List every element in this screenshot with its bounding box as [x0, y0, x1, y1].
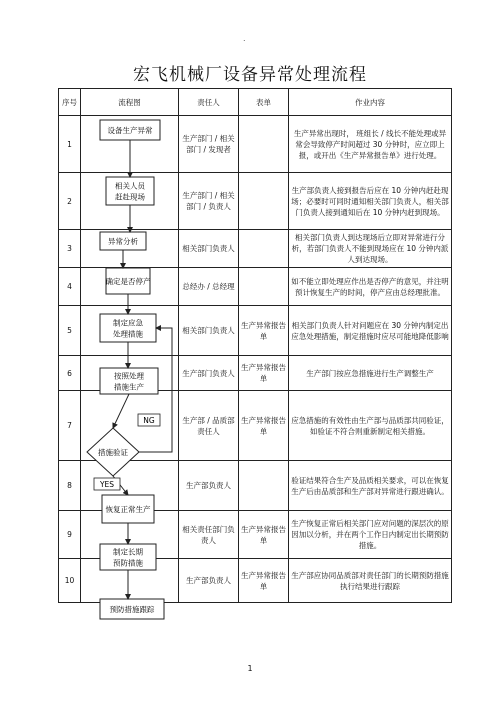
row-number: 7	[59, 391, 81, 461]
content-cell: 相关部门负责人到达现场后立即对异常进行分析，若部门负责人不能到现场应在 10 分钟内派人到达现场。	[289, 230, 452, 268]
content-cell: 应急措施的有效性由生产部与品质部共同验证，如验证不符合则重新制定相关措施。	[289, 391, 452, 461]
page-title: 宏飞机械厂设备异常处理流程	[133, 65, 367, 85]
row-number: 1	[59, 116, 81, 173]
responsible-cell: 生产部门负责人	[179, 356, 239, 391]
flowchart	[80, 112, 180, 632]
content-cell: 生产部负责人接到报告后应在 10 分钟内赶赴现场；必要时可同时通知相关部门负责人，相关部门负责人接到通知后在 10 分钟内赶到现场。	[289, 173, 452, 230]
content-cell: 生产部应协同品质部对责任部门的长期预防措施执行结果进行跟踪	[289, 559, 452, 603]
responsible-cell: 生产部负责人	[179, 559, 239, 603]
flow-step-label: 制定长期	[113, 547, 143, 557]
flow-step-label: 预防措施	[113, 558, 143, 568]
header-content: 作业内容	[289, 89, 452, 116]
page-number: 1	[247, 664, 253, 673]
responsible-cell: 相关责任部门负责人	[179, 511, 239, 559]
responsible-cell: 生产部门 / 相关部门 / 发现者	[179, 116, 239, 173]
flow-step-label: 恢复正常生产	[105, 505, 151, 514]
form-cell: 生产异常报告单	[239, 356, 289, 391]
content-cell: 生产部门按应急措施进行生产调整生产	[289, 356, 452, 391]
content-cell: 如不能立即处理应作出是否停产的意见，并注明预计恢复生产的时间，停产应由总经理批准。	[289, 268, 452, 306]
flow-step-label: 处理措施	[113, 329, 143, 339]
header-no: 序号	[59, 89, 81, 116]
flow-step-label: 制定应急	[113, 318, 143, 328]
form-cell: 生产异常报告单	[239, 559, 289, 603]
responsible-cell: 生产部 / 品质部责任人	[179, 391, 239, 461]
content-cell: 生产恢复正常后相关部门应对问题的深层次的原因加以分析，并在两个工作日内制定出长期预防措施。	[289, 511, 452, 559]
row-number: 3	[59, 230, 81, 268]
content-cell: 相关部门负责人针对问题应在 30 分钟内制定出应急处理措施，制定措施时应尽可能地降低影响	[289, 306, 452, 356]
row-number: 10	[59, 559, 81, 603]
row-number: 4	[59, 268, 81, 306]
responsible-cell: 总经办 / 总经理	[179, 268, 239, 306]
header-responsible: 责任人	[179, 89, 239, 116]
flow-step-label: 相关人员	[115, 181, 145, 191]
flow-step-label: 措施生产	[114, 382, 144, 392]
responsible-cell: 相关部门负责人	[179, 306, 239, 356]
form-cell: 生产异常报告单	[239, 391, 289, 461]
row-number: 8	[59, 461, 81, 511]
ng-label: NG	[143, 416, 155, 425]
row-number: 9	[59, 511, 81, 559]
form-cell	[239, 173, 289, 230]
form-cell	[239, 230, 289, 268]
flow-step-label: 确定是否停产	[105, 277, 151, 286]
flow-step-label: 赶赴现场	[115, 192, 145, 202]
flow-step-label: 设备生产异常	[107, 126, 153, 135]
form-cell	[239, 461, 289, 511]
flow-step-label: 措施验证	[98, 448, 128, 457]
form-cell	[239, 268, 289, 306]
form-cell	[239, 116, 289, 173]
flow-arrow	[113, 394, 129, 428]
row-number: 5	[59, 306, 81, 356]
yes-label: YES	[99, 480, 115, 489]
row-number: 2	[59, 173, 81, 230]
responsible-cell: 生产部门 / 相关部门 / 负责人	[179, 173, 239, 230]
top-mark: .	[243, 34, 246, 43]
form-cell: 生产异常报告单	[239, 306, 289, 356]
row-number: 6	[59, 356, 81, 391]
content-cell: 生产异常出现时， 班组长 / 线长不能处理或异常会导致停产时间超过 30 分钟时，应立即上报，或开出《生产异常报告单》进行处理。	[289, 116, 452, 173]
content-cell: 验证结果符合生产及品质相关要求，可以在恢复生产后由品质部和生产部对异常进行跟进确认。	[289, 461, 452, 511]
flow-step-label: 按照处理	[114, 371, 144, 381]
flow-step-label: 预防措施跟踪	[109, 605, 155, 614]
form-cell: 生产异常报告单	[239, 511, 289, 559]
responsible-cell: 相关部门负责人	[179, 230, 239, 268]
header-form: 表单	[239, 89, 289, 116]
responsible-cell: 生产部负责人	[179, 461, 239, 511]
flow-step-label: 异常分析	[108, 237, 138, 246]
header-flow: 流程图	[81, 89, 179, 116]
